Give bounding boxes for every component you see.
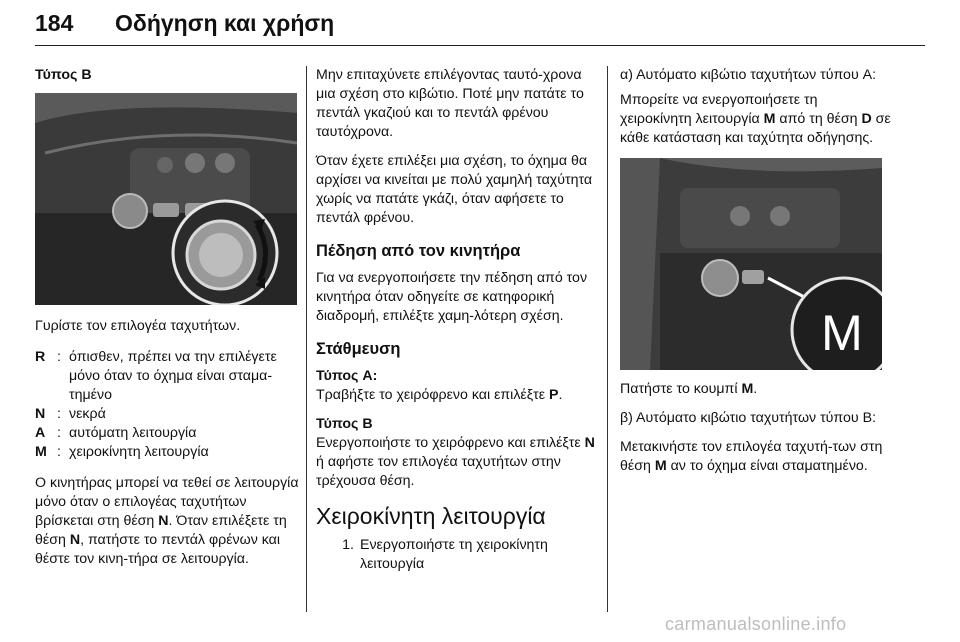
manual-button-photo	[620, 158, 882, 370]
text-run: .	[753, 381, 758, 397]
definition-separator: :	[57, 406, 61, 422]
intro-text: Γυρίστε τον επιλογέα ταχυτήτων.	[35, 318, 241, 334]
definition-key: R	[35, 349, 46, 365]
parking-type-a-text	[316, 386, 598, 405]
definition-separator: :	[57, 444, 61, 460]
column-2	[316, 66, 598, 574]
definition-text: νεκρά	[69, 406, 106, 422]
key-label: P	[548, 387, 559, 403]
list-text: Ενεργοποιήστε τη χειροκίνητη λειτουργία	[360, 537, 548, 572]
text-run: Μπορείτε να ενεργοποιήσετε τη χειροκίνητη λειτουργία	[620, 92, 818, 127]
definition-row	[35, 405, 303, 424]
column-divider-2	[607, 66, 608, 612]
text-run: Τραβήξτε το χειρόφρενο και επιλέξτε	[316, 387, 549, 403]
page-number: 184	[35, 10, 74, 36]
acceleration-warning: Μην επιταχύνετε επιλέγοντας ταυτό-χρονα μια σχέση στο κιβώτιο. Ποτέ μην πατάτε το πεντάλ γκαζιού και το πεντάλ φρένου ταυτόχρονα.	[316, 67, 584, 140]
header-rule	[35, 45, 925, 46]
definition-key: M	[35, 444, 47, 460]
page-header	[35, 6, 925, 46]
m-button-label: M	[821, 305, 863, 361]
column-1	[35, 66, 303, 579]
manual-mode-heading: Χειροκίνητη λειτουργία	[316, 503, 546, 529]
key-label: D	[861, 111, 872, 127]
text-run: Πατήστε το κουμπί	[620, 381, 742, 397]
selector-dial-photo	[35, 93, 297, 305]
definition-text: χειροκίνητη λειτουργία	[69, 444, 209, 460]
definition-separator: :	[57, 349, 61, 365]
definition-row	[35, 424, 303, 443]
text-run: . Όταν επιλέξετε τη θέση	[35, 513, 287, 548]
text-run: Ο κινητήρας μπορεί να τεθεί σε λειτουργία μόνο όταν ο επιλογέας ταχυτήτων βρίσκεται στη θέση	[35, 475, 299, 529]
watermark: carmanualsonline.info	[665, 614, 847, 634]
text-run: Μετακινήστε τον επιλογέα ταχυτή-των στη θέση	[620, 439, 883, 474]
definition-key: A	[35, 425, 46, 441]
type-b-paragraph	[620, 438, 892, 476]
parking-type-a-label: Τύπος A:	[316, 368, 378, 384]
parking-type-b-label: Τύπος B	[316, 416, 373, 432]
chapter-title: Οδήγηση και χρήση	[115, 10, 335, 36]
text-run: , πατήστε το πεντάλ φρένων και θέστε τον κινη-τήρα σε λειτουργία.	[35, 532, 281, 567]
definition-row	[35, 348, 303, 405]
key-label: N	[158, 513, 169, 529]
column-divider-1	[306, 66, 307, 612]
text-run: ή αφήστε τον επιλογέα ταχυτήτων στην τρέχουσα θέση.	[316, 454, 561, 489]
text-run: Ενεργοποιήστε το χειρόφρενο και επιλέξτε	[316, 435, 585, 451]
engine-brake-paragraph: Για να ενεργοποιήσετε την πέδηση από τον κινητήρα όταν οδηγείτε σε κατηφορική διαδρομή, επιλέξτε χαμη-λότερη σχέση.	[316, 270, 588, 324]
key-label: M	[763, 111, 776, 127]
definition-separator: :	[57, 425, 61, 441]
definition-text: όπισθεν, πρέπει να την επιλέγετε μόνο όταν το όχημα είναι σταμα-τημένο	[69, 349, 277, 403]
text-run: .	[558, 387, 563, 403]
parking-type-b-text	[316, 434, 598, 491]
key-label: N	[69, 532, 81, 548]
creep-paragraph: Όταν έχετε επιλέξει μια σχέση, το όχημα θα αρχίσει να κινείται με πολύ χαμηλή ταχύτητα χωρίς να πατάτε γκάζι, όταν αφήσετε το πεντάλ φρένου.	[316, 153, 593, 226]
type-a-paragraph	[620, 91, 892, 148]
list-item	[316, 536, 598, 574]
parking-heading: Στάθμευση	[316, 340, 401, 358]
definition-text: αυτόματη λειτουργία	[69, 425, 197, 441]
key-label: N	[584, 435, 595, 451]
type-a-heading: α) Αυτόματο κιβώτιο ταχυτήτων τύπου A:	[620, 67, 877, 83]
definition-key: N	[35, 406, 46, 422]
column-3	[620, 66, 892, 486]
text-run: από τη θέση	[775, 111, 862, 127]
key-label: M	[654, 458, 667, 474]
engine-brake-heading: Πέδηση από τον κινητήρα	[316, 242, 521, 260]
engine-start-paragraph	[35, 474, 303, 569]
manual-button-illustration	[620, 158, 882, 370]
type-b-subheading: Τύπος B	[35, 67, 92, 83]
definition-row	[35, 443, 303, 462]
key-label: M	[741, 381, 754, 397]
gear-definitions	[35, 348, 303, 462]
selector-dial-illustration	[35, 93, 297, 305]
text-run: αν το όχημα είναι σταματημένο.	[666, 458, 868, 474]
text-run: σε κάθε κατάσταση και ταχύτητα οδήγησης.	[620, 111, 891, 146]
press-button-text	[620, 380, 892, 399]
list-number: 1.	[342, 537, 354, 553]
type-b-heading: β) Αυτόματο κιβώτιο ταχυτήτων τύπου B:	[620, 410, 877, 426]
